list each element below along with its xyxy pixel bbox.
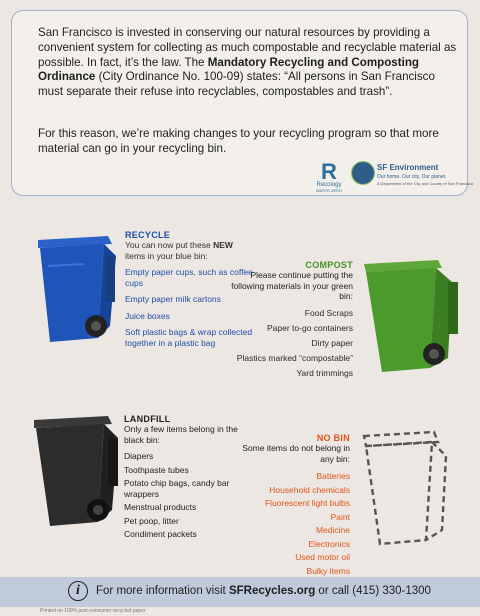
footer-text-part: or call (415) 330-1300 <box>315 585 431 597</box>
footer-text-part: For more information visit <box>96 585 229 597</box>
list-item: Household chemicals <box>269 484 350 495</box>
black-landfill-bin-icon <box>20 410 124 534</box>
compost-title: COMPOST <box>305 260 353 270</box>
list-item: Paper to-go containers <box>267 322 353 333</box>
sfe-name: SF Environment <box>377 163 439 172</box>
list-item: Batteries <box>316 471 350 481</box>
blue-recycle-bin-icon <box>20 226 120 350</box>
list-item: Menstrual products <box>124 502 197 512</box>
printed-note: Printed on 100% post-consumer recycled paper <box>40 608 146 614</box>
recycle-intro-new: NEW <box>213 240 233 250</box>
footer-text <box>96 585 431 597</box>
recycle-intro-part: You can now put these <box>125 240 214 250</box>
footer-bar <box>0 577 480 607</box>
no-bin-title: NO BIN <box>316 433 350 443</box>
no-bin-list <box>230 471 350 576</box>
recycle-title: RECYCLE <box>125 230 171 240</box>
no-bin-section <box>230 433 350 579</box>
list-item: Food Scraps <box>304 307 353 318</box>
list-item: Empty paper cups, such as coffee cups <box>125 267 253 288</box>
sf-environment-logo <box>351 161 476 195</box>
list-item: Medicine <box>315 525 350 535</box>
list-item: Juice boxes <box>125 310 170 321</box>
recycle-intro-part: items in your blue bin: <box>125 250 208 261</box>
compost-intro: Please continue putting the following materials in your green bin: <box>231 270 353 301</box>
recology-logo <box>314 159 344 193</box>
recology-tag: WASTE ZERO <box>315 188 343 193</box>
list-item: Plastics marked “compostable” <box>236 352 353 363</box>
recycle-intro <box>125 240 255 261</box>
list-item: Dirty paper <box>311 337 353 348</box>
list-item: Bulky items <box>306 565 350 576</box>
list-item: Potato chip bags, candy bar wrappers <box>124 478 230 499</box>
sfrecycles-link[interactable]: SFRecycles.org <box>228 585 316 597</box>
landfill-intro: Only a few items belong in the black bin: <box>124 424 238 445</box>
list-item: Pet poop, litter <box>124 515 179 526</box>
info-icon: i <box>68 581 88 601</box>
recology-mark-icon: R <box>321 159 337 184</box>
compost-section <box>228 260 353 383</box>
list-item: Condiment packets <box>124 529 197 539</box>
list-item: Paint <box>330 511 350 522</box>
sf-environment-icon <box>351 161 375 185</box>
dashed-no-bin-icon <box>354 426 454 556</box>
landfill-title: LANDFILL <box>124 414 171 424</box>
list-item: Soft plastic bags & wrap collected together in a plastic bag <box>125 327 253 348</box>
intro-box <box>11 10 474 196</box>
ordinance-name: Mandatory Recycling and Composting Ordinance <box>38 55 420 84</box>
list-item: Fluorescent light bulbs <box>264 498 350 508</box>
list-item: Diapers <box>124 451 154 461</box>
no-bin-intro: Some items do not belong in any bin: <box>242 443 350 464</box>
sfe-tag: Our home. Our city. Our planet. <box>377 174 447 180</box>
list-item: Used motor oil <box>295 552 350 562</box>
sfe-sub: A Department of the City and County of San Francisco <box>377 181 474 186</box>
intro-paragraph-2: For this reason, we’re making changes to your recycling program so that more material can go in your recycling bin. <box>38 127 439 155</box>
compost-list <box>228 308 353 379</box>
list-item: Empty paper milk cartons <box>125 294 221 304</box>
green-compost-bin-icon <box>356 254 466 380</box>
intro-text-part: (City Ordinance No. 100-09) states: “All persons in San Francisco must separate their refuse into recyclables, compostables and trash”. <box>38 70 435 99</box>
recology-name: Recology <box>316 182 342 188</box>
list-item: Yard trimmings <box>296 367 353 378</box>
intro-paragraph <box>38 26 458 100</box>
list-item: Toothpaste tubes <box>124 464 189 475</box>
list-item: Electronics <box>308 538 350 549</box>
intro-text-part: San Francisco is invested in conserving our natural resources by providing a convenient system for collecting as much compostable and recyclable material as possible. In fact, it’s the law. The <box>38 26 457 69</box>
